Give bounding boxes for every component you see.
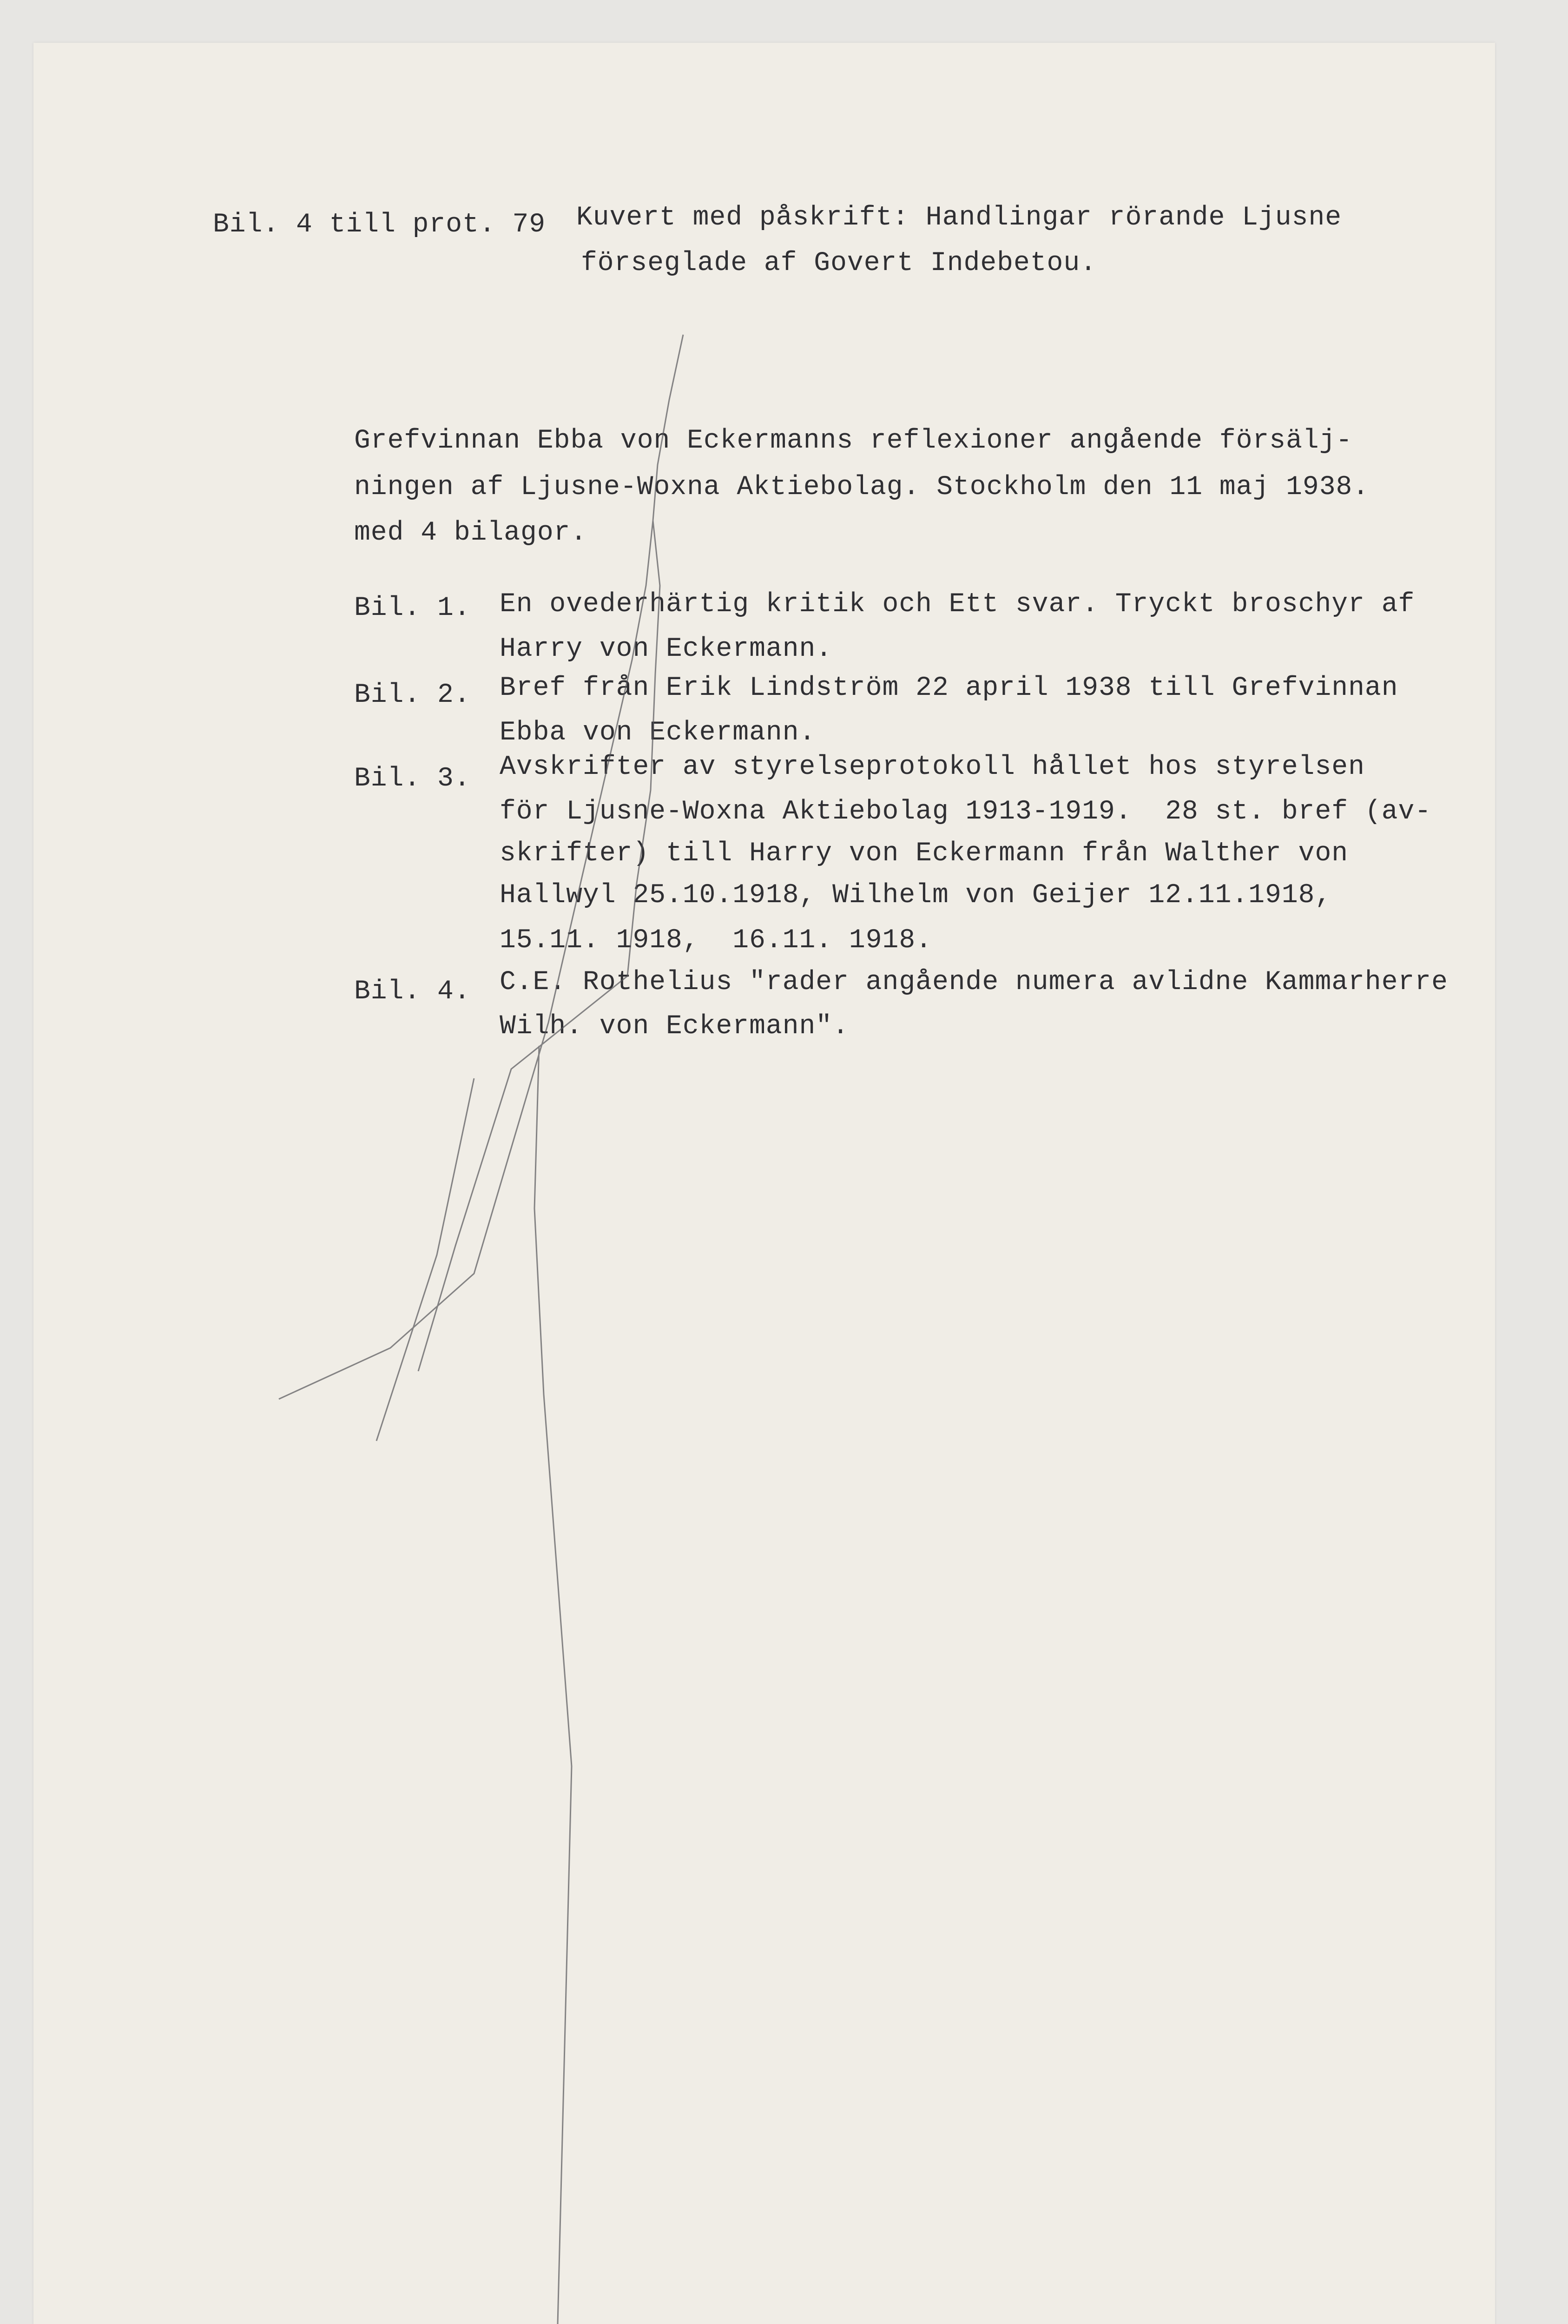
enclosure-label: Bil. 4. xyxy=(354,977,471,1007)
enclosure-label: Bil. 2. xyxy=(354,680,471,710)
enclosure-text-line: Hallwyl 25.10.1918, Wilhelm von Geijer 12.11.1918, xyxy=(500,880,1332,911)
intro-line-3: med 4 bilagor. xyxy=(354,518,587,548)
enclosure-text-line: Bref från Erik Lindström 22 april 1938 till Grefvinnan xyxy=(500,673,1398,703)
intro-line-2: ningen af Ljusne-Woxna Aktiebolag. Stockholm den 11 maj 1938. xyxy=(354,472,1370,502)
attachment-reference: Bil. 4 till prot. 79 xyxy=(213,210,546,240)
enclosure-label: Bil. 3. xyxy=(354,764,471,794)
enclosure-text-line: Wilh. von Eckermann". xyxy=(500,1011,849,1042)
intro-line-1: Grefvinnan Ebba von Eckermanns reflexioner angående försälj- xyxy=(354,426,1353,456)
enclosure-text-line: för Ljusne-Woxna Aktiebolag 1913-1919. 28 st. bref (av- xyxy=(500,797,1432,827)
envelope-title-line-2: förseglade af Govert Indebetou. xyxy=(581,248,1097,278)
envelope-title-line-1: Kuvert med påskrift: Handlingar rörande Ljusne xyxy=(576,203,1342,233)
enclosure-text-line: skrifter) till Harry von Eckermann från Walther von xyxy=(500,838,1349,869)
enclosure-text-line: Avskrifter av styrelseprotokoll hållet hos styrelsen xyxy=(500,752,1365,782)
enclosure-text-line: 15.11. 1918, 16.11. 1918. xyxy=(500,925,932,956)
enclosure-label: Bil. 1. xyxy=(354,593,471,623)
enclosure-text-line: Harry von Eckermann. xyxy=(500,634,833,664)
enclosure-text-line: C.E. Rothelius "rader angående numera avlidne Kammarherre xyxy=(500,967,1448,997)
enclosure-text-line: En ovederhärtig kritik och Ett svar. Tryckt broschyr af xyxy=(500,589,1415,620)
enclosure-text-line: Ebba von Eckermann. xyxy=(500,718,816,748)
